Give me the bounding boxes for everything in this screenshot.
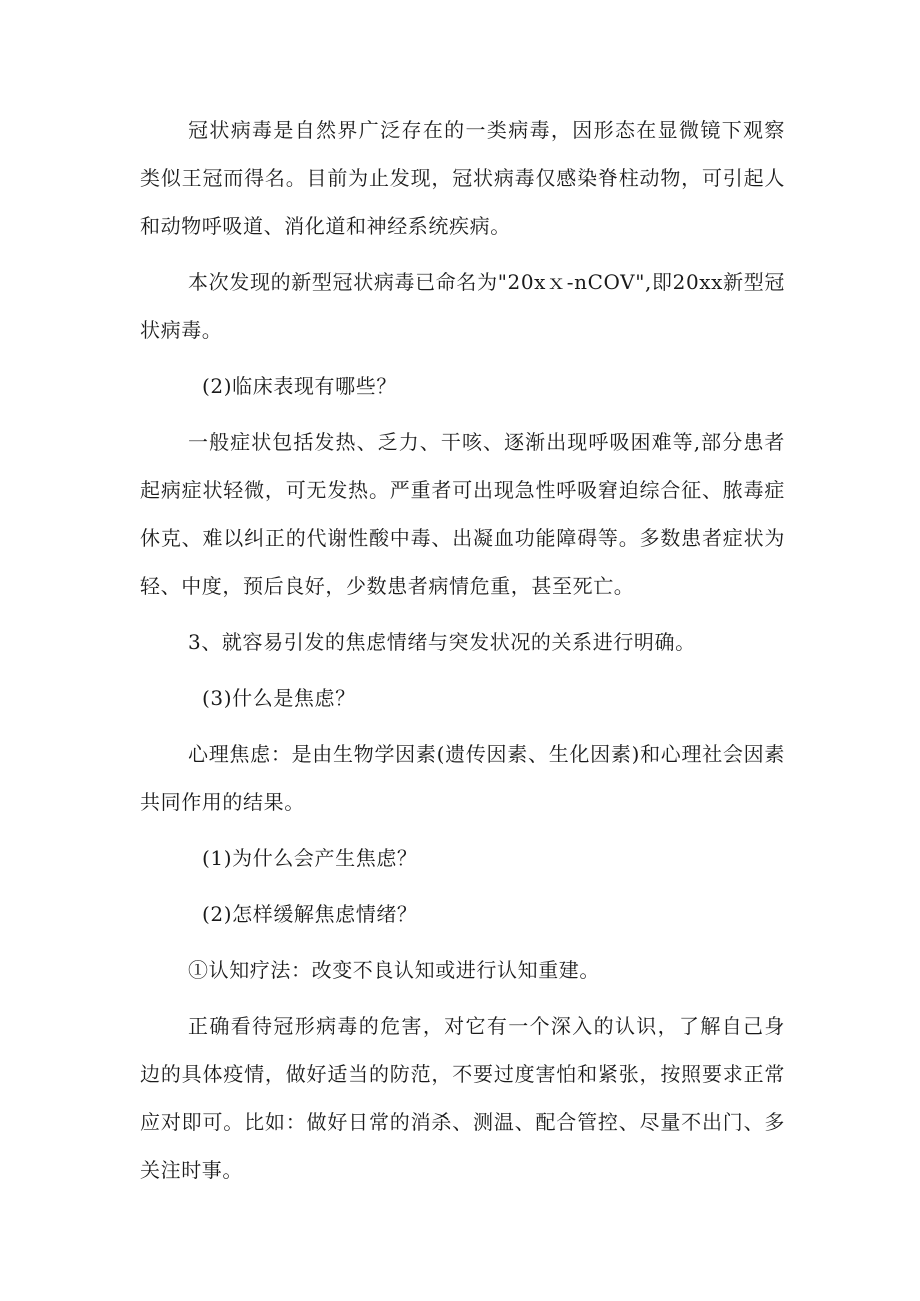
heading-anxiety-relation: 3、就容易引发的焦虑情绪与突发状况的关系进行明确。: [188, 630, 696, 654]
paragraph-virus-name: 本次发现的新型冠状病毒已命名为"20xｘ-nCOV",即20xx新型冠状病毒。: [140, 270, 785, 342]
paragraph-anxiety-definition: 心理焦虑：是由生物学因素(遗传因素、生化因素)和心理社会因素共同作用的结果。: [140, 742, 785, 814]
question-clinical-symptoms: (2)临床表现有哪些？: [202, 374, 397, 398]
paragraph-symptoms: 一般症状包括发热、乏力、干咳、逐渐出现呼吸困难等,部分患者起病症状轻微，可无发热。严重者可出现急性呼吸窘迫综合征、脓毒症休克、难以纠正的代谢性酸中毒、出凝血功能障碍等。多数患者症状为轻、中度，预后良好，少数患者病情危重，甚至死亡。: [140, 430, 785, 598]
question-why-anxiety: (1)为什么会产生焦虑？: [202, 846, 418, 870]
paragraph-coronavirus-intro: 冠状病毒是自然界广泛存在的一类病毒，因形态在显微镜下观察类似王冠而得名。目前为止发现，冠状病毒仅感染脊柱动物，可引起人和动物呼吸道、消化道和神经系统疾病。: [140, 118, 785, 238]
paragraph-advice: 正确看待冠形病毒的危害，对它有一个深入的认识，了解自己身边的具体疫情，做好适当的防范，不要过度害怕和紧张，按照要求正常应对即可。比如：做好日常的消杀、测温、配合管控、尽量不出门、多关注时事。: [140, 1014, 785, 1182]
question-relieve-anxiety: (2)怎样缓解焦虑情绪？: [202, 902, 418, 926]
document-page: [140, 106, 785, 1202]
question-what-is-anxiety: (3)什么是焦虑？: [202, 686, 356, 710]
paragraph-cognitive-therapy: ①认知疗法：改变不良认知或进行认知重建。: [188, 958, 600, 982]
